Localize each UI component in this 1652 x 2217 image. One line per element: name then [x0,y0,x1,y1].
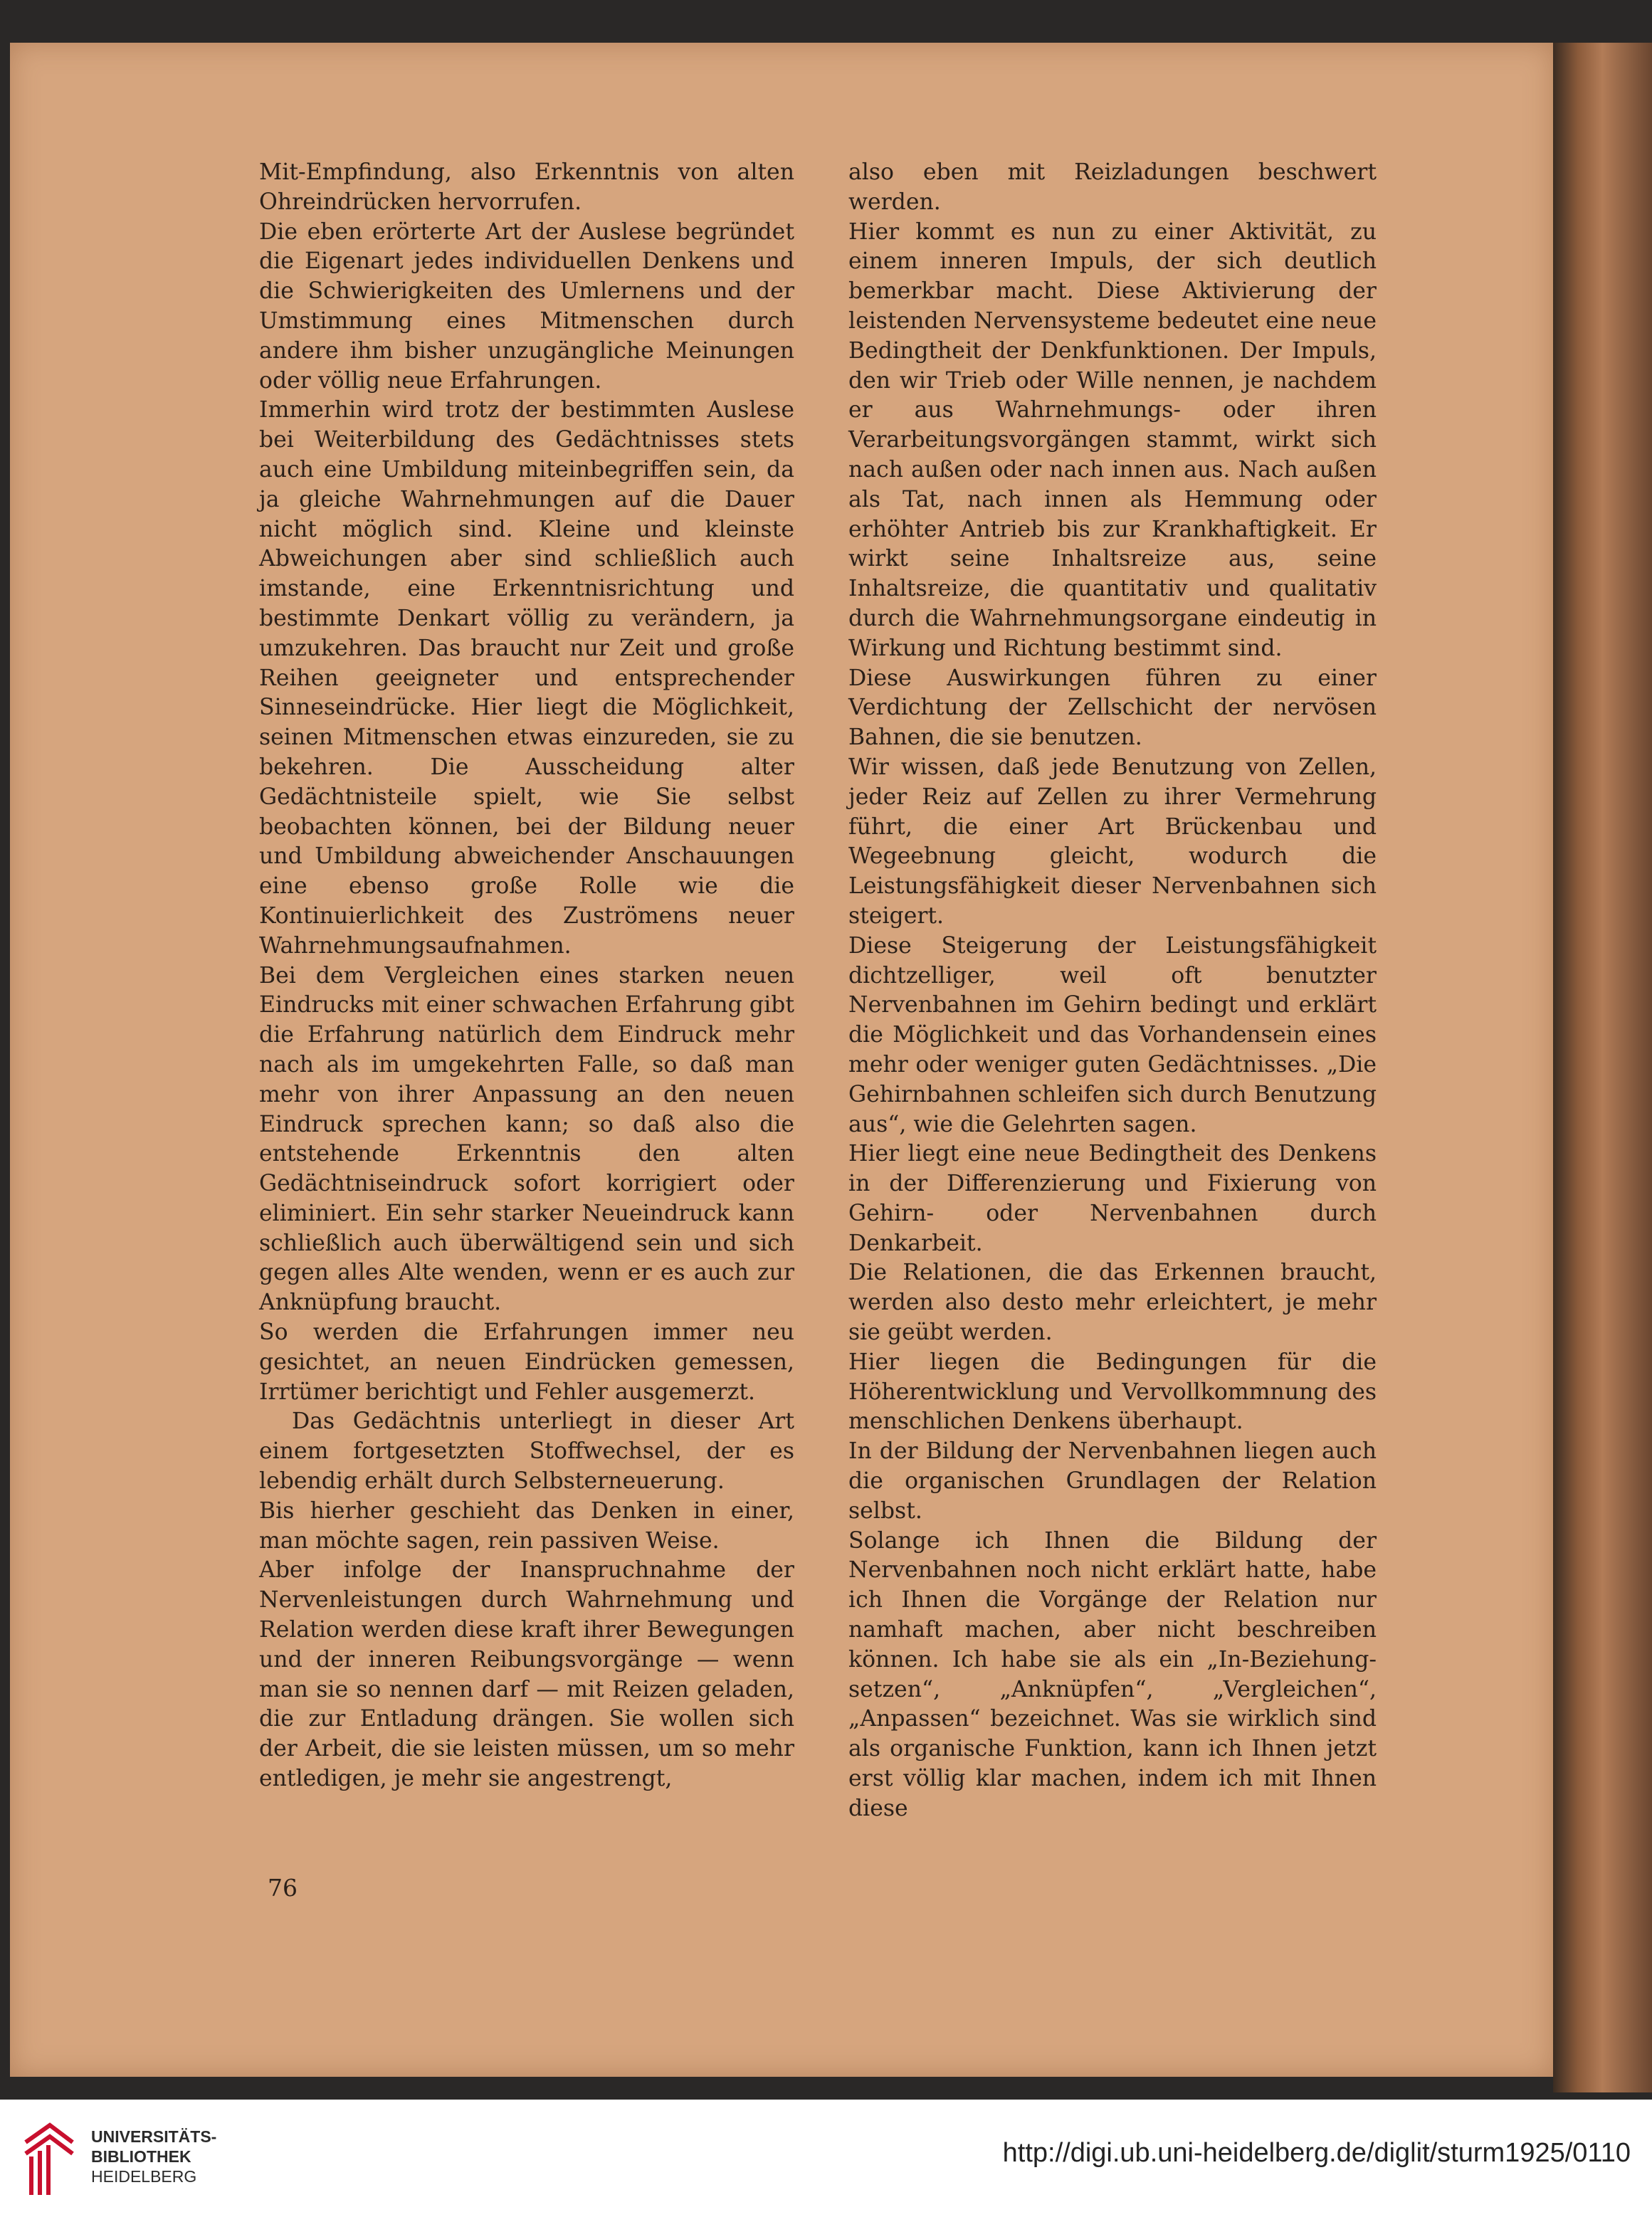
paragraph: Die eben erörterte Art der Auslese begründet die Eigenart jedes individuellen Denkens und die Schwierigkeiten des Umlernens und der Umstimmung eines Mitmenschen durch andere ihm bisher unzugängliche Meinungen oder völlig neue Erfahrungen. [259,218,794,394]
library-footer [0,2100,1652,2217]
paragraph: also eben mit Reizladungen beschwert werden. [848,159,1377,215]
paragraph: Hier liegt eine neue Bedingtheit des Denkens in der Differenzierung und Fixierung von Gehirn- oder Nervenbahnen durch Denkarbeit. [848,1141,1377,1256]
book-page-edge [1553,43,1652,2092]
library-logo-text [91,2127,216,2186]
paragraph: Diese Steigerung der Leistungsfähigkeit dichtzelliger, weil oft benutzter Nervenbahnen im Gehirn bedingt und erklärt die Möglichkeit und das Vorhandensein eines mehr oder weniger guten Gedächtnisses. „Die Gehirnbahnen schleifen sich durch Benutzung aus“, wie die Gelehrten sagen. [848,932,1377,1137]
text-column-left [259,158,794,1794]
paragraph: Diese Auswirkungen führen zu einer Verdichtung der Zellschicht der nervösen Bahnen, die sie benutzen. [848,665,1377,751]
paragraph: Bei dem Vergleichen eines starken neuen Eindrucks mit einer schwachen Erfahrung gibt die Erfahrung natürlich dem Eindruck mehr nach als im umgekehrten Falle, so daß man mehr von ihrer Anpassung an den neuen Eindruck sprechen kann; so daß also die entstehende Erkenntnis den alten Gedächtniseindruck sofort korrigiert oder eliminiert. Ein sehr starker Neueindruck kann schließlich auch überwältigend sein und sich gegen alles Alte wenden, wenn er es auch zur Anknüpfung braucht. [259,962,794,1316]
paragraph: Hier liegen die Bedingungen für die Höherentwicklung und Vervollkommnung des menschlichen Denkens überhaupt. [848,1349,1377,1435]
paragraph: In der Bildung der Nervenbahnen liegen auch die organischen Grundlagen der Relation selbst. [848,1438,1377,1524]
library-logo-icon [21,2121,77,2199]
paragraph: Bis hierher geschieht das Denken in einer, man möchte sagen, rein passiven Weise. [259,1497,794,1554]
paragraph: Immerhin wird trotz der bestimmten Auslese bei Weiterbildung des Gedächtnisses stets auch eine Umbildung miteinbegriffen sein, da ja gleiche Wahrnehmungen auf die Dauer nicht möglich sind. Kleine und kleinste Abweichungen aber sind schließlich auch imstande, eine Erkenntnisrichtung und bestimmte Denkart völlig zu verändern, ja umzukehren. Das braucht nur Zeit und große Reihen geeigneter und entsprechender Sinneseindrücke. Hier liegt die Möglichkeit, seinen Mitmenschen etwas einzureden, sie zu bekehren. Die Ausscheidung alter Gedächtnisteile spielt, wie Sie selbst beobachten können, bei der Bildung neuer und Umbildung abweichender Anschauungen eine ebenso große Rolle wie die Kontinuierlichkeit des Zuströmens neuer Wahrnehmungsaufnahmen. [259,397,794,959]
paragraph: Das Gedächtnis unterliegt in dieser Art einem fortgesetzten Stoffwechsel, der es lebendig erhält durch Selbsterneuerung. [259,1408,794,1495]
text-column-right [848,158,1377,1824]
paragraph: Aber infolge der Inanspruchnahme der Nervenleistungen durch Wahrnehmung und Relation werden diese kraft ihrer Bewegungen und der inneren Reibungsvorgänge — wenn man sie so nennen darf — mit Reizen geladen, die zur Entladung drängen. Sie wollen sich der Arbeit, die sie leisten müssen, um so mehr entledigen, je mehr sie angestrengt, [259,1557,794,1792]
logo-line-3: HEIDELBERG [91,2167,197,2186]
paragraph: Solange ich Ihnen die Bildung der Nervenbahnen noch nicht erklärt hatte, habe ich Ihnen die Vorgänge der Relation nur namhaft machen, aber nicht beschreiben können. Ich habe sie als ein „In-Beziehung-setzen“, „Anknüpfen“, „Vergleichen“, „Anpassen“ bezeichnet. Was sie wirklich sind als organische Funktion, kann ich Ihnen jetzt erst völlig klar machen, indem ich mit Ihnen diese [848,1527,1377,1821]
paragraph: So werden die Erfahrungen immer neu gesichtet, an neuen Eindrücken gemessen, Irrtümer berichtigt und Fehler ausgemerzt. [259,1320,794,1405]
paragraph: Hier kommt es nun zu einer Aktivität, zu einem inneren Impuls, der sich deutlich bemerkbar macht. Diese Aktivierung der leistenden Nervensysteme bedeutet eine neue Bedingtheit der Denkfunktionen. Der Impuls, den wir Trieb oder Wille nennen, je nachdem er aus Wahrnehmungs- oder ihren Verarbeitungsvorgängen stammt, wirkt sich nach außen oder nach innen aus. Nach außen als Tat, nach innen als Hemmung oder erhöhter Antrieb bis zur Krankhaftigkeit. Er wirkt seine Inhaltsreize aus, seine Inhaltsreize, die quantitativ und qualitativ durch die Wahrnehmungsorgane eindeutig in Wirkung und Richtung bestimmt sind. [848,218,1377,661]
logo-line-2: BIBLIOTHEK [91,2147,191,2166]
paragraph: Mit-Empfindung, also Erkenntnis von alten Ohreindrücken hervorrufen. [259,159,794,215]
page-number: 76 [268,1874,298,1902]
paragraph: Wir wissen, daß jede Benutzung von Zellen, jeder Reiz auf Zellen zu ihrer Vermehrung führt, die einer Art Brückenbau und Wegeebnung gleicht, wodurch die Leistungsfähigkeit dieser Nervenbahnen sich steigert. [848,754,1377,929]
paragraph: Die Relationen, die das Erkennen braucht, werden also desto mehr erleichtert, je mehr sie geübt werden. [848,1260,1377,1346]
source-url-link[interactable]: http://digi.ub.uni-heidelberg.de/diglit/sturm1925/0110 [1002,2138,1631,2168]
logo-line-1: UNIVERSITÄTS- [91,2127,217,2146]
